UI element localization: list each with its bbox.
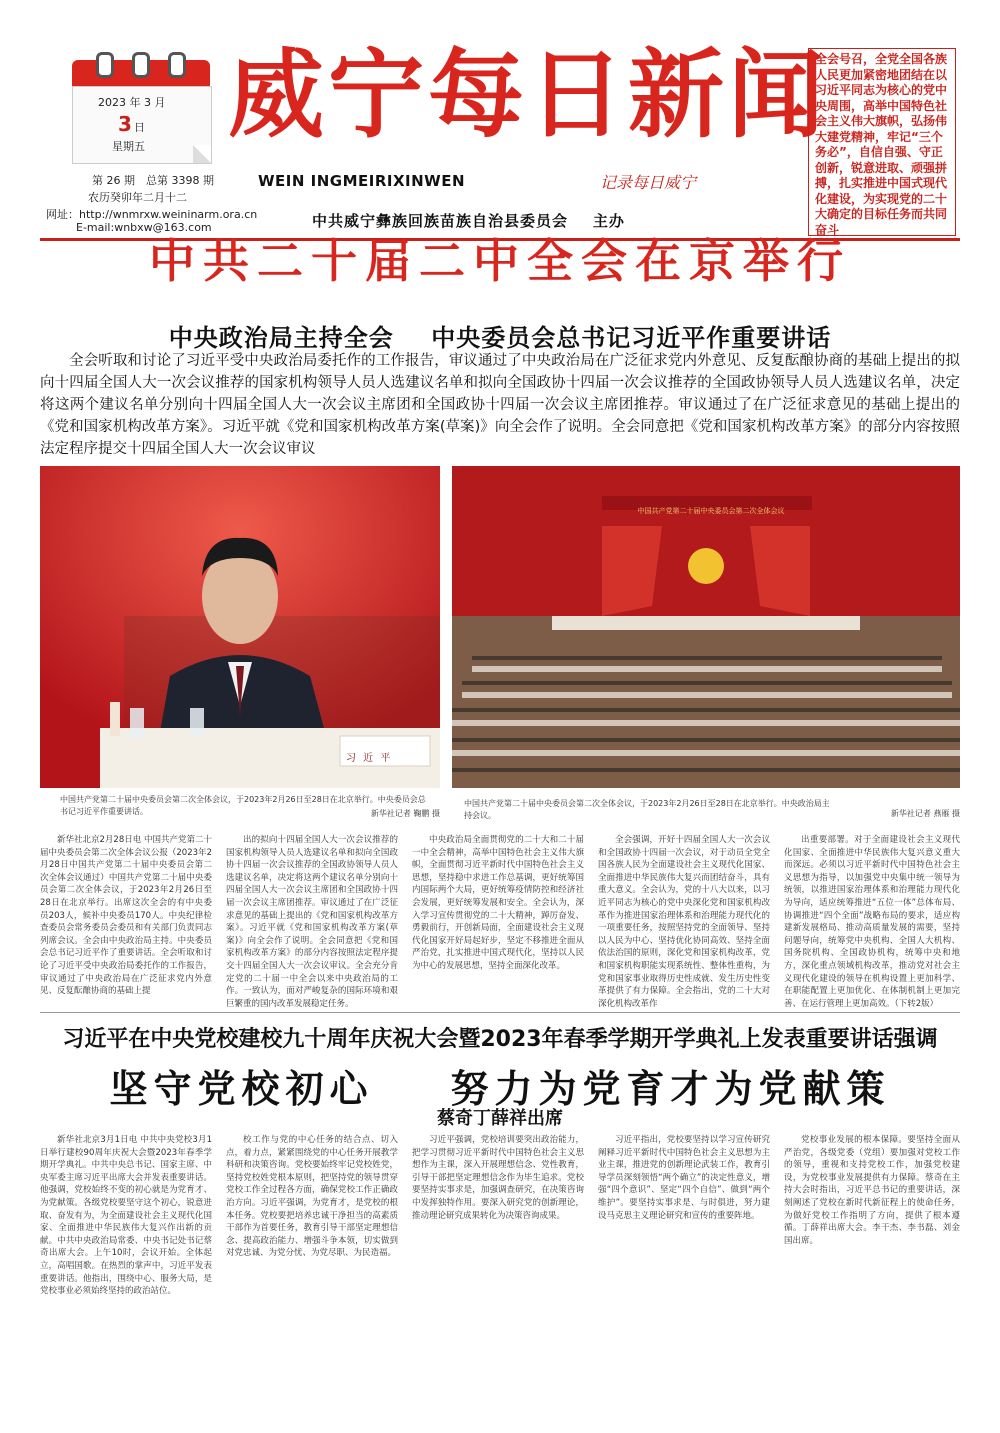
article2-byline: 蔡奇丁薛祥出席	[437, 1108, 563, 1129]
article1-column-4: 全会强调，开好十四届全国人大一次会议和全国政协十四届一次会议，对于动员全党全国各族人民为全面建设社会主义现代化国家、全面推进中华民族伟大复兴而团结奋斗，具有重大意义。全会认为，党的十八大以来，以习近平同志为核心的党中央深化党和国家机构改革作为推进国家治理体系和治理能力现代化的一项重要任务，按照坚持党的全面领导、坚持以人民为中心、坚持优化协同高效、坚持全面依法治国的原则，深化党和国家机构改革，党和国家机构职能实现系统性、整体性重构，为党和国家事业取得历史性成就、发生历史性变革提供了有力保障。全会指出，党的二十大对深化机构改革作	[598, 835, 770, 1009]
article1-column-2: 出的拟向十四届全国人大一次会议推荐的国家机构领导人员人选建议名单和拟向全国政协十四届一次会议推荐的全国政协领导人员人选建议名单，决定将这两个建议名单分别向十四届全国人大一次会议主席团和全国政协十四届一次会议主席团推荐。审议通过了在广泛征求意见的基础上提出的《党和国家机构改革方案》。习近平就《党和国家机构改革方案(草案)》向全会作了说明。全会同意把《党和国家机构改革方案》的部分内容按照法定程序提交十四届全国人大一次会议审议。全会充分肯定党的二十届一中全会以来中央政治局的工作。一致认为，面对严峻复杂的国际环境和艰巨繁重的国内改革发展稳定任务。	[226, 835, 398, 1009]
article2-kicker: 习近平在中央党校建校九十周年庆祝大会暨2023年春季学期开学典礼上发表重要讲话强调	[62, 1027, 938, 1052]
article2-column-4: 习近平指出，党校要坚持以学习宣传研究阐释习近平新时代中国特色社会主义思想为主业主课，推进党的创新理论武装工作，教育引导学员深刻领悟“两个确立”的决定性意义，增强“四个意识”、坚定“四个自信”、做到“两个维护”。要坚持实事求是、与时俱进，努力建设马克思主义理论研究和宣传的重要阵地。	[598, 1135, 770, 1221]
photo2-credit: 新华社记者 燕雁 摄	[890, 809, 960, 818]
website[interactable]: 网址：http://wnmrxw.weininarm.ora.cn	[46, 208, 258, 221]
article2-column-2: 校工作与党的中心任务的结合点、切入点，着力点，紧紧围绕党的中心任务开展教学科研和决策咨询。党校要始终牢记党校姓党，坚持党校姓党根本原则，把坚持党的领导贯穿党校工作全过程各方面，确保党校工作正确政治方向。习近平强调，为党育才，是党校的根本任务。党校要把培养忠诚干净担当的高素质干部作为首要任务，教育引导干部坚定理想信念、提高政治能力、增强斗争本领，切实做到对党忠诚、为党分忧、为党尽职、为民造福。	[226, 1135, 398, 1259]
headline-main: 中共二十届二中全会在京举行	[149, 234, 851, 288]
article1-column-1: 新华社北京2月28日电 中国共产党第二十届中央委员会第二次全体会议公报（2023年2月28日中国共产党第二十届中央委员会第二次全体会议通过）中国共产党第二十届中央委员会第二次全体会议，于2023年2月26日至28日在北京举行。出席这次全会的有中央委员203人，候补中央委员170人。中央纪律检查委员会常务委员会委员和有关部门负责同志列席会议。全会由中央政治局主持。中央委员会总书记习近平作了重要讲话。全会听取和讨论了习近平受中央政治局委托作的工作报告，审议通过了中央政治局在广泛征求党内外意见、反复酝酿协商的基础上提	[40, 835, 212, 997]
date-day: 3	[118, 112, 132, 136]
sponsor-line: 中共威宁彝族回族苗族自治县委员会 主办	[312, 212, 625, 230]
article1-column-5: 出重要部署。对于全面建设社会主义现代化国家、全面推进中华民族伟大复兴意义重大而深远。必须以习近平新时代中国特色社会主义思想为指导，以加强党中央集中统一领导为统领，以推进国家治理体系和治理能力现代化为导向，适应统筹推进“五位一体”总体布局、协调推进“四个全面”战略布局的要求，适应构建新发展格局、推动高质量发展的需要，坚持问题导向，统筹党中央机构、全国人大机构、国务院机构、全国政协机构，统筹中央和地方，深化重点领域机构改革，推动党对社会主义现代化建设的领导在机构设置上更加科学、在职能配置上更加优化、在体制机制上更加完善、在运行管理上更加高效。（下转2版）	[784, 835, 960, 1009]
article2-column-5: 党校事业发展的根本保障。要坚持全面从严治党，各级党委（党组）要加强对党校工作的领导，重视和支持党校工作，加强党校建设，为党校事业发展提供有力保障。蔡奇在主持大会时指出，习近平总书记的重要讲话，深刻阐述了党校在新时代新征程上的使命任务，为做好党校工作指明了方向，提供了根本遵循。丁薛祥出席大会。李干杰、李书磊、刘金国出席。	[784, 1135, 960, 1246]
date-line: 2023 年 3 月	[98, 96, 166, 109]
article1-column-3: 中央政治局全面贯彻党的二十大和二十届一中全会精神，高举中国特色社会主义伟大旗帜，全面贯彻习近平新时代中国特色社会主义思想，坚持稳中求进工作总基调，更好统筹国内国际两个大局，更好统筹疫情防控和经济社会发展，更好统筹发展和安全。全会认为，深入学习宣传贯彻党的二十大精神，踔厉奋发、勇毅前行，开创新局面，全面建设社会主义现代化国家开好局起好步，坚定不移推进全面从严治党，扎实推进中国式现代化，坚持以人民为中心的发展思想，坚持全面深化改革。	[412, 835, 584, 971]
photo2-caption: 中国共产党第二十届中央委员会第二次全体会议，于2023年2月26日至28日在北京举行。中央政治局主持会议。	[464, 799, 830, 820]
newspaper-title: 威宁每日新闻	[228, 38, 828, 151]
photo1-credit: 新华社记者 鞠鹏 摄	[370, 809, 440, 818]
name-plate: 习 近 平	[346, 753, 393, 764]
article2-headline: 坚守党校初心 努力为党育才为党献策	[109, 1067, 891, 1111]
total-issue: 总第 3398 期	[146, 174, 214, 187]
article2-column-3: 习近平强调，党校培训要突出政治能力，把学习贯彻习近平新时代中国特色社会主义思想作为主课，深入开展理想信念、党性教育，引导干部把坚定理想信念作为毕生追求。党校要坚持实事求是，加强调查研究，在决策咨询中发挥独特作用。要深入研究党的创新理论，推动理论研究成果转化为决策咨询成果。	[412, 1135, 584, 1221]
slogan: 记录每日威宁	[600, 173, 697, 192]
article2-column-1: 新华社北京3月1日电 中共中央党校3月1日举行建校90周年庆祝大会暨2023年春季学期开学典礼。中共中央总书记、国家主席、中央军委主席习近平出席大会并发表重要讲话。他强调，党校始终不变的初心就是为党育才、为党献策。各级党校要坚守这个初心，锐意进取、奋发有为，为全面建设社会主义现代化国家、全面推进中华民族伟大复兴作出新的贡献。中共中央政治局常委、中央书记处书记蔡奇出席大会。上午10时，会议开始。全体起立，高唱国歌。在热烈的掌声中，习近平发表重要讲话。他指出，围绕中心、服务大局，是党校事业必须始终坚持的政治站位。	[40, 1135, 212, 1297]
lunar-date: 农历癸卯年二月十二	[88, 191, 187, 204]
hall-banner: 中国共产党第二十届中央委员会第二次全体会议	[637, 507, 785, 515]
photo-speaker	[40, 466, 440, 788]
photo-plenary-hall	[452, 466, 960, 788]
photo1-caption: 中国共产党第二十届中央委员会第二次全体会议，于2023年2月26日至28日在北京举行。中央委员会总书记习近平作重要讲话。	[60, 795, 426, 816]
section-divider	[40, 1012, 960, 1013]
newspaper-pinyin: WEIN INGMEIRIXINWEN	[258, 172, 466, 190]
weekday: 星期五	[112, 140, 145, 153]
date-day-suffix: 日	[134, 121, 145, 134]
subheadline: 中央政治局主持全会 中央委员会总书记习近平作重要讲话	[168, 324, 832, 352]
side-box: 全会号召，全党全国各族人民更加紧密地团结在以习近平同志为核心的党中央周围，高举中国特色社会主义伟大旗帜，弘扬伟大建党精神，牢记“三个务必”，自信自强、守正创新，锐意进取、顽强拼搏，扎实推进中国式现代化建设，为实现党的二十大确定的目标任务而共同奋斗	[808, 48, 956, 236]
lead-paragraph: 全会听取和讨论了习近平受中央政治局委托作的工作报告，审议通过了中央政治局在广泛征求党内外意见、反复酝酿协商的基础上提出的拟向十四届全国人大一次会议推荐的国家机构领导人员人选建议名单和拟向全国政协十四届一次会议推荐的全国政协领导人员人选建议名单，决定将这两个建议名单分别向十四届全国人大一次会议主席团和全国政协十四届一次会议主席团推荐。审议通过了在广泛征求意见的基础上提出的《党和国家机构改革方案》。习近平就《党和国家机构改革方案(草案)》向全会作了说明。全会同意把《党和国家机构改革方案》的部分内容按照法定程序提交十四届全国人大一次会议审议	[40, 353, 960, 457]
issue-number: 第 26 期	[92, 174, 135, 187]
email[interactable]: E-mail:wnbxw@163.com	[76, 221, 212, 234]
